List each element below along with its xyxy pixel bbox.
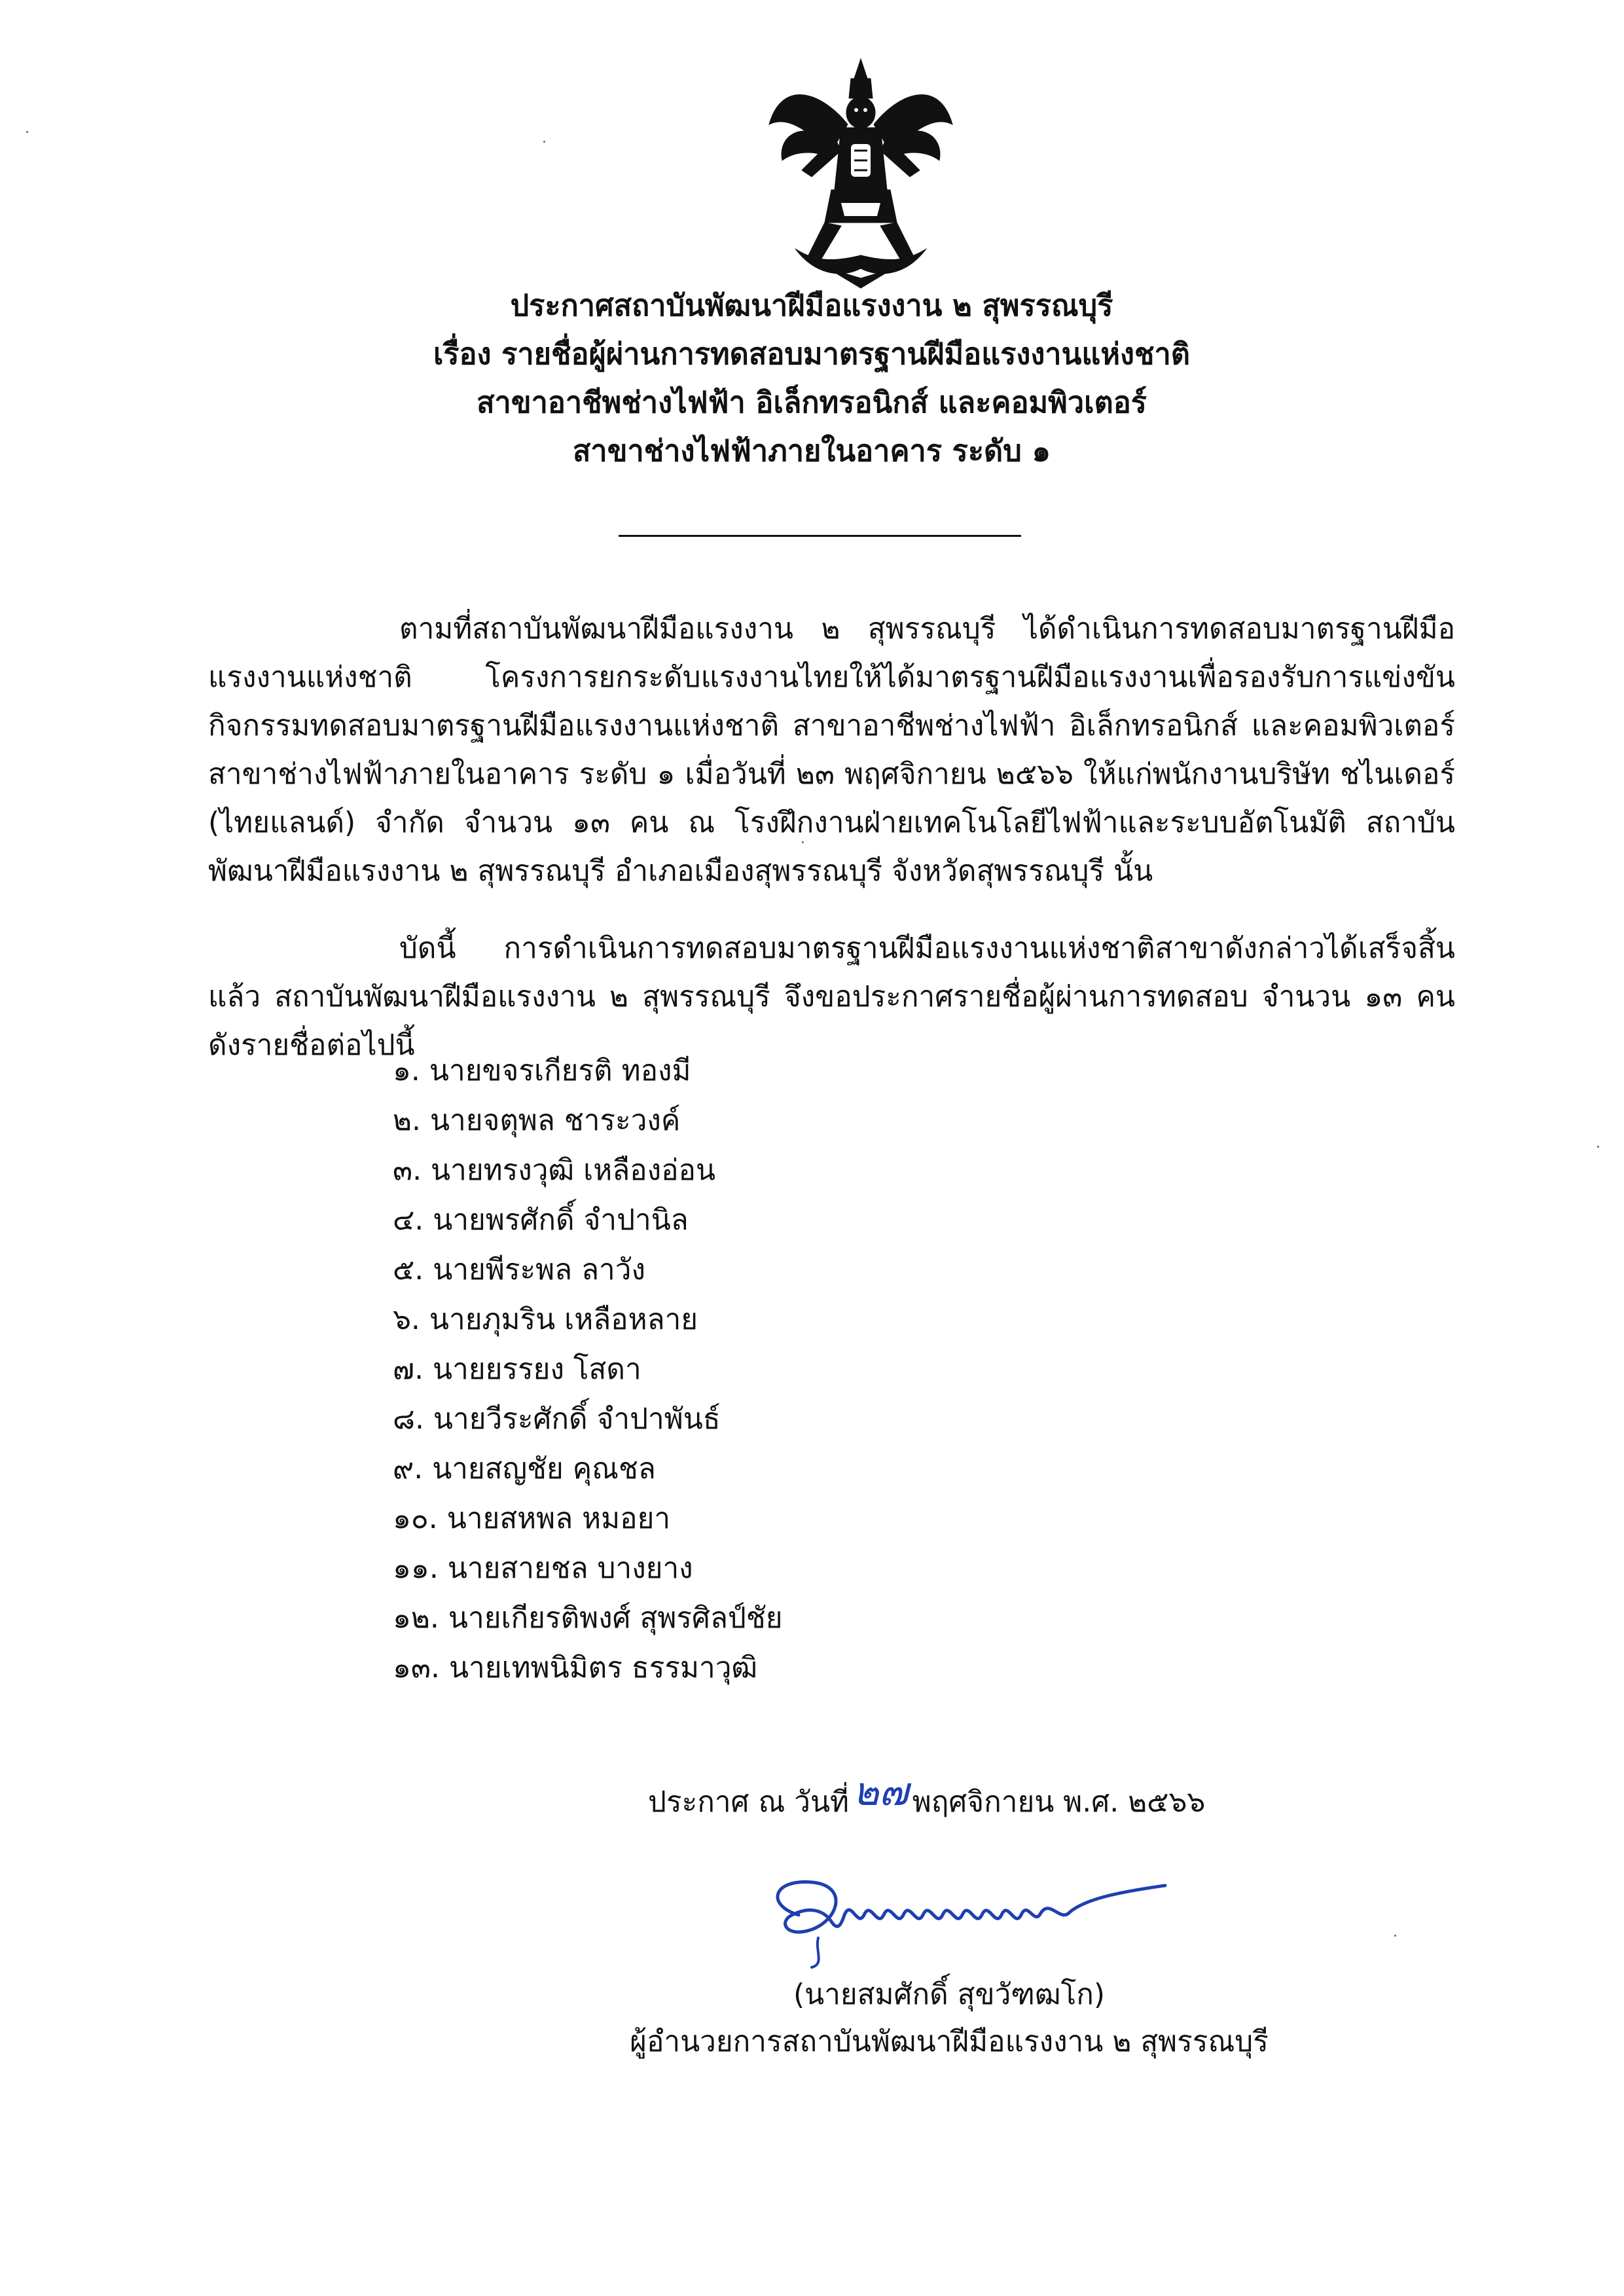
signatory-title: ผู้อำนวยการสถาบันพัฒนาฝีมือแรงงาน ๒ สุพรรณบุรี: [630, 2025, 1269, 2058]
body-paragraph-2: บัดนี้ การดำเนินการทดสอบมาตรฐานฝีมือแรงงานแห่งชาติสาขาดังกล่าวได้เสร็จสิ้นแล้ว สถาบันพัฒนาฝีมือแรงงาน ๒ สุพรรณบุรี จึงขอประกาศรายชื่อผู้ผ่านการทดสอบ จำนวน ๑๓ คน ดังรายชื่อต่อไปนี้: [208, 932, 1455, 1062]
passed-names-list: [393, 1046, 783, 1693]
body-paragraph-1: ตามที่สถาบันพัฒนาฝีมือแรงงาน ๒ สุพรรณบุรี ได้ดำเนินการทดสอบมาตรฐานฝีมือแรงงานแห่งชาติ โครงการยกระดับแรงงานไทยให้ได้มาตรฐานฝีมือแรงงานเพื่อรองรับการแข่งขัน กิจกรรมทดสอบมาตรฐานฝีมือแรงงานแห่งชาติ สาขาอาชีพช่างไฟฟ้า อิเล็กทรอนิกส์ และคอมพิวเตอร์ สาขาช่างไฟฟ้าภายในอาคาร ระดับ ๑ เมื่อวันที่ ๒๓ พฤศจิกายน ๒๕๖๖ ให้แก่พนักงานบริษัท ชไนเดอร์ (ไทยแลนด์) จำกัด จำนวน ๑๓ คน ณ โรงฝึกงานฝ่ายเทคโนโลยีไฟฟ้าและระบบอัตโนมัติ สถาบันพัฒนาฝีมือแรงงาน ๒ สุพรรณบุรี อำเภอเมืองสุพรรณบุรี จังหวัดสุพรรณบุรี นั้น: [208, 612, 1455, 888]
list-item: ๑๓. นายเทพนิมิตร ธรรมาวุฒิ: [393, 1651, 758, 1685]
scan-speck: [26, 131, 28, 133]
list-item: ๑๑. นายสายชล บางยาง: [393, 1552, 693, 1585]
list-item: ๘. นายวีระศักดิ์ จำปาพันธ์: [393, 1402, 721, 1436]
handwritten-day: ๒๗: [853, 1769, 909, 1815]
header-divider: [619, 535, 1021, 537]
list-item: ๑. นายขจรเกียรติ ทองมี: [393, 1054, 691, 1087]
signatory-name: (นายสมศักดิ์ สุขวัฑฒโก): [793, 1978, 1106, 2011]
scan-speck: [543, 141, 545, 143]
header-subject: เรื่อง รายชื่อผู้ผ่านการทดสอบมาตรฐานฝีมือแรงงานแห่งชาติ: [433, 337, 1191, 371]
scan-speck: [1597, 1146, 1599, 1148]
list-item: ๓. นายทรงวุฒิ เหลืองอ่อน: [393, 1154, 716, 1187]
header-line-3: สาขาอาชีพช่างไฟฟ้า อิเล็กทรอนิกส์ และคอมพิวเตอร์: [477, 385, 1147, 420]
list-item: ๑๒. นายเกียรติพงศ์ สุพรศิลป์ชัย: [393, 1601, 783, 1635]
list-item: ๒. นายจตุพล ชาระวงค์: [393, 1104, 681, 1137]
scan-speck: [802, 841, 804, 843]
announcement-date: [648, 1769, 1206, 1827]
list-item: ๗. นายยรรยง โสดา: [393, 1353, 641, 1386]
list-item: ๕. นายพีระพล ลาวัง: [393, 1253, 645, 1286]
header-line-4: สาขาช่างไฟฟ้าภายในอาคาร ระดับ ๑: [572, 433, 1051, 468]
list-item: ๙. นายสญชัย คุณชล: [393, 1452, 656, 1485]
date-suffix: พฤศจิกายน พ.ศ. ๒๕๖๖: [912, 1785, 1206, 1819]
scan-speck: [1394, 1935, 1396, 1937]
header-line-1: ประกาศสถาบันพัฒนาฝีมือแรงงาน ๒ สุพรรณบุรี: [510, 288, 1113, 323]
announcement-header: [196, 282, 1427, 475]
garuda-emblem-icon: [756, 52, 965, 295]
date-prefix: ประกาศ ณ วันที่: [648, 1785, 850, 1819]
handwritten-signature: [753, 1853, 1185, 1984]
list-item: ๖. นายภุมริน เหลือหลาย: [393, 1303, 698, 1336]
list-item: ๑๐. นายสหพล หมอยา: [393, 1502, 671, 1535]
list-item: ๔. นายพรศักดิ์ จำปานิล: [393, 1203, 689, 1237]
